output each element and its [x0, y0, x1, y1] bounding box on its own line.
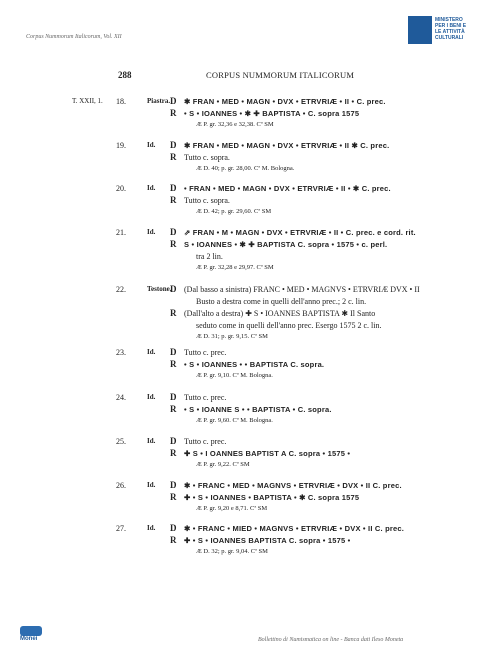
reverse-symbol: R: [170, 108, 177, 118]
ministry-logo: [408, 16, 474, 44]
entry-number: 25.: [116, 437, 126, 446]
footer-logo-text: Monei: [20, 636, 38, 642]
reverse-legend: S • IOANNES • ✱ ✚ BAPTISTA C. sopra • 1575 • c. perl.: [184, 240, 388, 249]
ministry-emblem-icon: [408, 16, 432, 44]
entry-number: 23.: [116, 348, 126, 357]
reverse-legend: Tutto c. sopra.: [184, 153, 230, 162]
obverse-symbol: D: [170, 523, 177, 533]
obverse-legend: Tutto c. prec.: [184, 393, 227, 402]
coin-type: Id.: [147, 141, 156, 149]
series-title: Corpus Nummorum Italicorum, Vol. XII: [26, 34, 122, 40]
entry-number: 27.: [116, 524, 126, 533]
reverse-symbol: R: [170, 308, 177, 318]
obverse-symbol: D: [170, 436, 177, 446]
entry-number: 22.: [116, 285, 126, 294]
metal-weight-collection: Æ P. gr. 32,36 e 32,38. Cª SM: [196, 121, 274, 128]
reverse-symbol: R: [170, 448, 177, 458]
logo-line: PER I BENI E: [435, 23, 467, 29]
entry-number: 20.: [116, 184, 126, 193]
reverse-legend: (Dall'alto a destra) ✚ S • IOANNES BAPTISTA ✱ Il Santo: [184, 309, 376, 318]
entry-number: 26.: [116, 481, 126, 490]
reverse-legend: • S • IOANNES • ✱ ✚ BAPTISTA • C. sopra 1575: [184, 109, 360, 118]
obverse-symbol: D: [170, 480, 177, 490]
metal-weight-collection: Æ P. gr. 9,10. Cª M. Bologna.: [196, 372, 273, 379]
entry-number: 21.: [116, 228, 126, 237]
reverse-symbol: R: [170, 239, 177, 249]
obverse-legend: ✱ FRAN • MED • MAGN • DVX • ETRVRIÆ • II ✱ C. prec.: [184, 141, 390, 150]
obverse-symbol: D: [170, 96, 177, 106]
logo-line: MINISTERO: [435, 17, 463, 23]
coin-type: Id.: [147, 184, 156, 192]
reverse-description: tra 2 lin.: [196, 252, 223, 261]
reverse-legend: ✚ • S • IOANNES • BAPTISTA • ✱ C. sopra 1575: [184, 493, 360, 502]
reverse-symbol: R: [170, 492, 177, 502]
reverse-symbol: R: [170, 195, 177, 205]
obverse-legend: ⇗ FRAN • M • MAGN • DVX • ETRVRIÆ • II • C. prec. e cord. rit.: [184, 228, 416, 237]
entry-number: 24.: [116, 393, 126, 402]
footer-text: Bollettino di Numismatica on line - Banca dati Ileso Moneta: [258, 637, 404, 643]
obverse-symbol: D: [170, 284, 177, 294]
entry-number: 19.: [116, 141, 126, 150]
reverse-legend: ✚ S • I OANNES BAPTIST A C. sopra • 1575 •: [184, 449, 351, 458]
metal-weight-collection: Æ D. 32; p. gr. 9,04. Cª SM: [196, 548, 268, 555]
coin-type: Id.: [147, 524, 156, 532]
running-title: CORPUS NUMMORUM ITALICORUM: [206, 70, 355, 80]
coin-type: Id.: [147, 393, 156, 401]
metal-weight-collection: Æ D. 31; p. gr. 9,15. Cª SM: [196, 333, 268, 340]
coin-type: Piastra.: [147, 97, 171, 105]
reverse-symbol: R: [170, 152, 177, 162]
reverse-legend: • S • IOANNE S • • BAPTISTA • C. sopra.: [184, 405, 332, 414]
coin-type: Testone.: [147, 285, 172, 293]
coin-type: Id.: [147, 437, 156, 445]
reverse-symbol: R: [170, 359, 177, 369]
ministry-logo-text: [435, 17, 466, 41]
obverse-symbol: D: [170, 183, 177, 193]
entry-number: 18.: [116, 97, 126, 106]
metal-weight-collection: Æ P. gr. 32,28 e 29,97. Cª SM: [196, 264, 274, 271]
metal-weight-collection: Æ D. 40; p. gr. 28,00. Cª M. Bologna.: [196, 165, 295, 172]
obverse-legend: ✱ • FRANC • MED • MAGNVS • ETRVRIÆ • DVX • II C. prec.: [184, 481, 402, 490]
reverse-legend: • S • IOANNES • • BAPTISTA C. sopra.: [184, 360, 325, 369]
obverse-symbol: D: [170, 227, 177, 237]
logo-line: LE ATTIVITÀ: [435, 29, 465, 35]
obverse-legend: (Dal basso a sinistra) FRANC • MED • MAGNVS • ETRVRIÆ DVX • II: [184, 285, 420, 294]
plate-reference: T. XXII, 1.: [72, 97, 103, 105]
obverse-legend: Tutto c. prec.: [184, 348, 227, 357]
obverse-symbol: D: [170, 140, 177, 150]
footer-logo: [20, 626, 42, 644]
reverse-symbol: R: [170, 535, 177, 545]
reverse-legend: ✚ • S • IOANNES BAPTISTA C. sopra • 1575 •: [184, 536, 351, 545]
metal-weight-collection: Æ D. 42; p. gr. 29,60. Cª SM: [196, 208, 272, 215]
metal-weight-collection: Æ P. gr. 9,60. Cª M. Bologna.: [196, 417, 273, 424]
obverse-symbol: D: [170, 347, 177, 357]
obverse-legend: ✱ FRAN • MED • MAGN • DVX • ETRVRIÆ • II • C. prec.: [184, 97, 386, 106]
obverse-legend: • FRAN • MED • MAGN • DVX • ETRVRIÆ • II • ✱ C. prec.: [184, 184, 391, 193]
page-number: 288: [118, 70, 132, 80]
obverse-legend: ✱ • FRANC • MIED • MAGNVS • ETRVRIÆ • DVX • II C. prec.: [184, 524, 405, 533]
reverse-symbol: R: [170, 404, 177, 414]
obverse-description: Busto a destra come in quelli dell'anno prec.; 2 c. lin.: [196, 297, 367, 306]
metal-weight-collection: Æ P. gr. 9,20 e 8,71. Cª SM: [196, 505, 268, 512]
coin-type: Id.: [147, 228, 156, 236]
obverse-legend: Tutto c. prec.: [184, 437, 227, 446]
logo-line: CULTURALI: [435, 35, 464, 41]
reverse-legend: Tutto c. sopra.: [184, 196, 230, 205]
footer-logo-mark-icon: [20, 626, 42, 636]
metal-weight-collection: Æ P. gr. 9,22. Cª SM: [196, 461, 250, 468]
coin-type: Id.: [147, 481, 156, 489]
reverse-description: seduto come in quelli dell'anno prec. Esergo 1575 2 c. lin.: [196, 321, 382, 330]
obverse-symbol: D: [170, 392, 177, 402]
coin-type: Id.: [147, 348, 156, 356]
